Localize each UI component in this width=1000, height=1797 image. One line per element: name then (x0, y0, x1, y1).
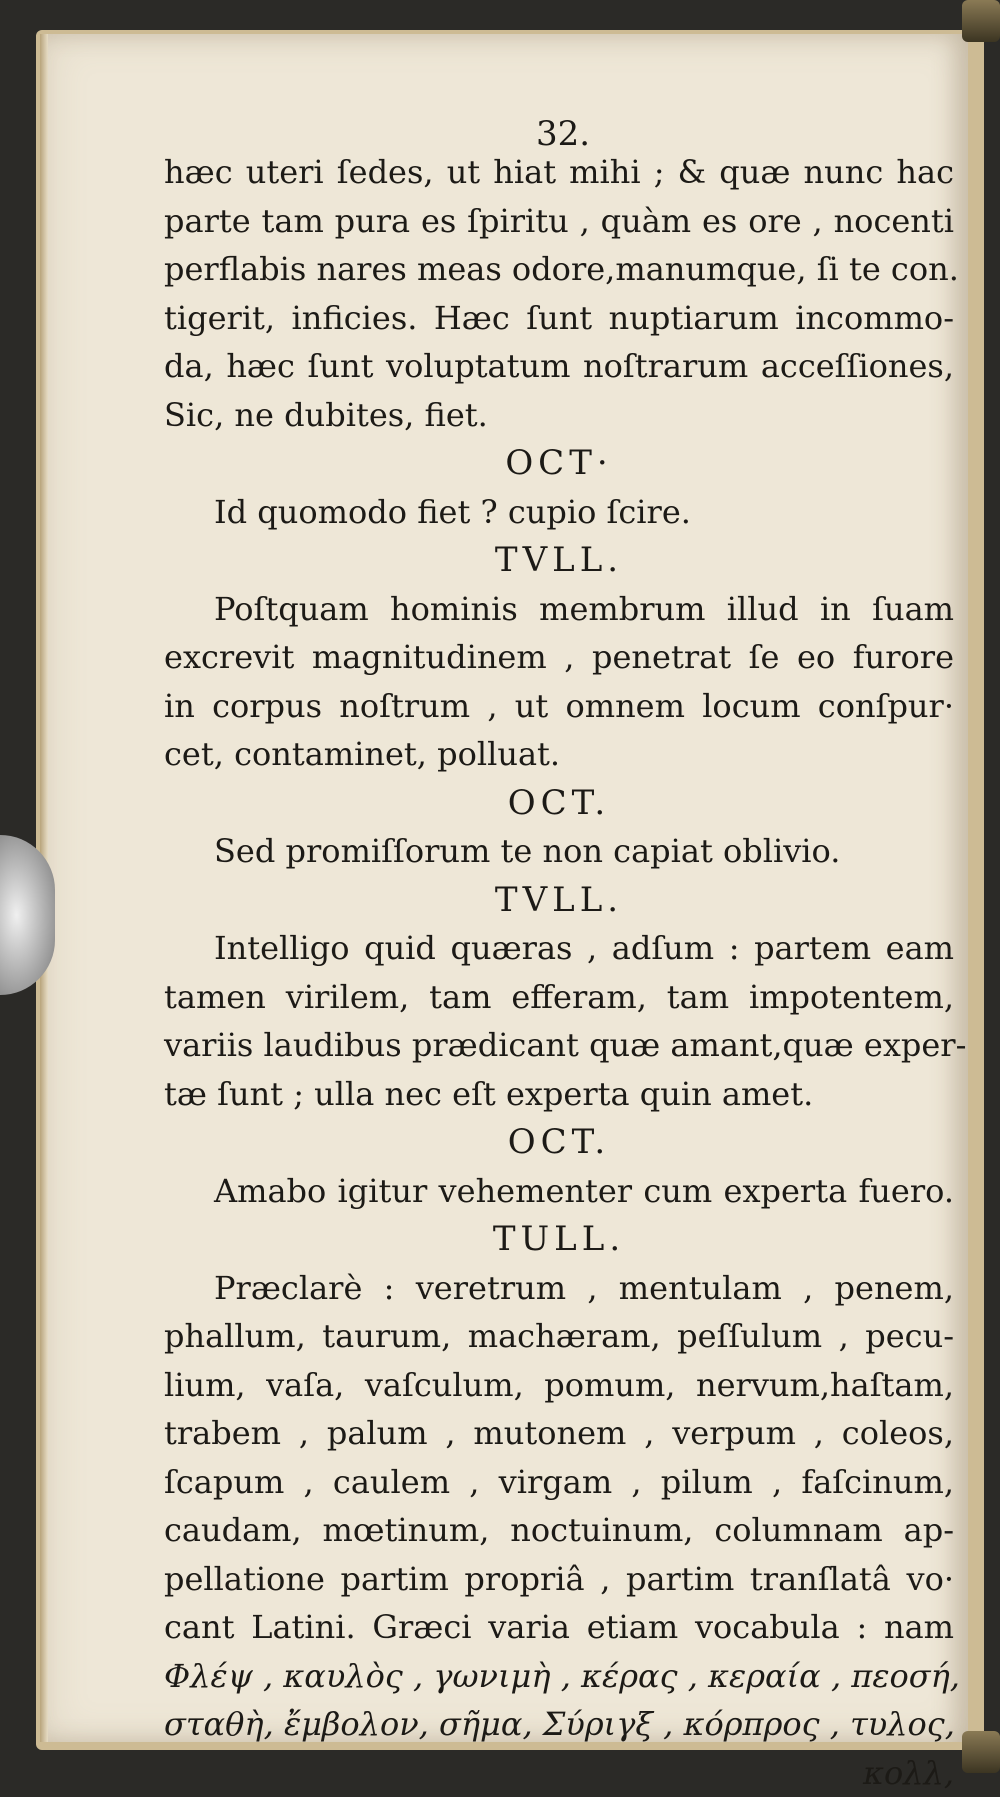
text-line: cet, contaminet, polluat. (164, 730, 954, 779)
text-line: da, hæc ſunt voluptatum noſtrarum acceſſiones, (164, 342, 954, 391)
greek-text-line: σταθὴ, ἔμβολον, σῆμα, Σύριγξ , κόρπρος , τυλος, (164, 1700, 954, 1749)
speaker-heading: OCT. (164, 1118, 954, 1167)
text-line: cant Latini. Græci varia etiam vocabula : nam (164, 1603, 954, 1652)
speaker-heading: OCT. (164, 779, 954, 828)
text-line: tæ ſunt ; ulla nec eſt experta quin amet. (164, 1070, 954, 1119)
text-line: Id quomodo fiet ? cupio ſcire. (164, 488, 954, 537)
text-line: pellatione partim propriâ , partim tranſlatâ vo· (164, 1555, 954, 1604)
text-line: perflabis nares meas odore,manumque, ſi te con. (164, 245, 954, 294)
text-line: tamen virilem, tam efferam, tam impotentem, (164, 973, 954, 1022)
speaker-heading: TVLL. (164, 536, 954, 585)
speaker-heading: OCT· (164, 439, 954, 488)
speaker-heading: TVLL. (164, 876, 954, 925)
text-line: phallum, taurum, machæram, peſſulum , pecu- (164, 1312, 954, 1361)
text-line: tigerit, inficies. Hæc ſunt nuptiarum incommo- (164, 294, 954, 343)
text-line: Poſtquam hominis membrum illud in ſuam (164, 585, 954, 634)
text-line: Sic, ne dubites, fiet. (164, 391, 954, 440)
text-line: variis laudibus prædicant quæ amant,quæ exper- (164, 1021, 954, 1070)
catchword: κολλ, (164, 1749, 954, 1797)
page-number: 32. (536, 114, 590, 154)
text-line: Sed promiſſorum te non capiat oblivio. (164, 827, 954, 876)
text-line: hæc uteri ſedes, ut hiat mihi ; & quæ nunc hac (164, 148, 954, 197)
corner-stud-top (962, 0, 1000, 42)
text-line: Amabo igitur vehementer cum experta fuero. (164, 1167, 954, 1216)
greek-text-line: Φλέψ , καυλὸς , γωνιμὴ , κέρας , κεραία , πεοσή, (164, 1652, 954, 1701)
text-line: ſcapum , caulem , virgam , pilum , faſcinum, (164, 1458, 954, 1507)
text-line: caudam, mœtinum, noctuinum, columnam ap- (164, 1506, 954, 1555)
text-line: Præclarè : veretrum , mentulam , penem, (164, 1264, 954, 1313)
text-line: lium, vaſa, vaſculum, pomum, nervum,haſtam, (164, 1361, 954, 1410)
text-line: parte tam pura es ſpiritu , quàm es ore , nocenti (164, 197, 954, 246)
text-line: in corpus noſtrum , ut omnem locum conſpur· (164, 682, 954, 731)
text-line: Intelligo quid quæras , adſum : partem eam (164, 924, 954, 973)
page-text (164, 148, 954, 1797)
speaker-heading: TULL. (164, 1215, 954, 1264)
text-line: trabem , palum , mutonem , verpum , coleos, (164, 1409, 954, 1458)
text-line: excrevit magnitudinem , penetrat ſe eo furore (164, 633, 954, 682)
corner-stud-bottom (962, 1731, 1000, 1773)
